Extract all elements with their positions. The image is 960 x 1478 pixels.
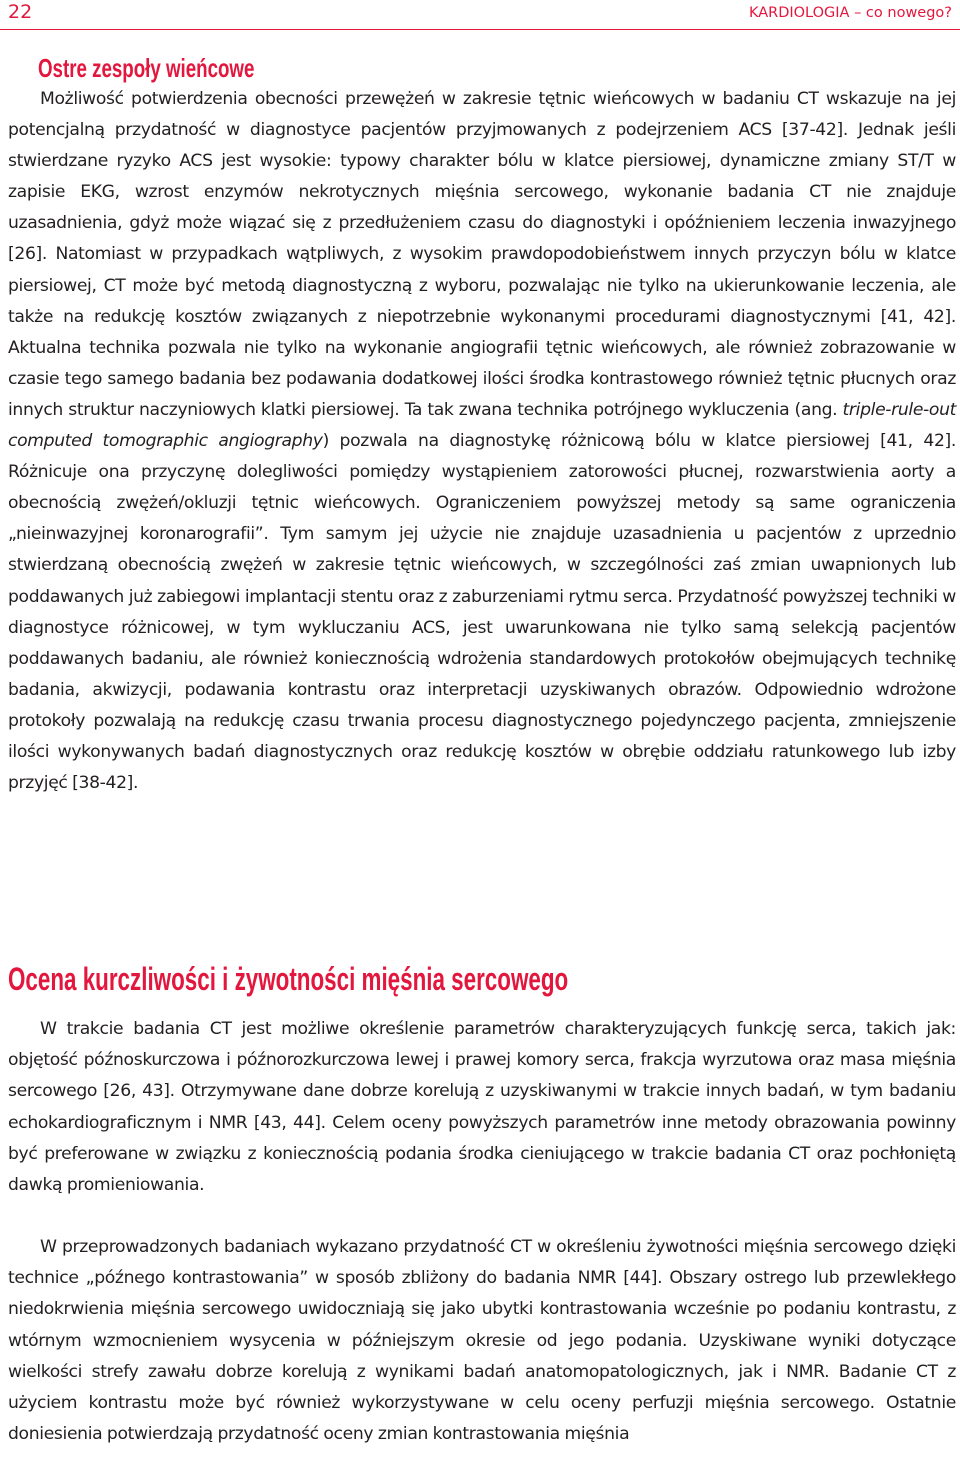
page-header xyxy=(0,0,960,30)
italic-term: triple-rule-out computed tomographic angiography xyxy=(8,399,956,452)
paragraph-text: Możliwość potwierdzenia obecności przewężeń w zakresie tętnic wieńcowych w badaniu CT wskazuje na jej potencjalną przydatność w diagnostyce pacjentów przyjmowanych z podejrzeniem ACS [37-42]. Jednak jeśli stwierdzane ryzyko ACS jest wysokie: typowy charakter bólu w klatce piersiowej, dynamiczne zmiany ST/T w zapisie EKG, wzrost enzymów nekrotycznych mięśnia sercowego, wykonanie badania CT nie znajduje uzasadnienia, gdyż może wiązać się z przedłużeniem czasu do diagnostyki i opóźnieniem leczenia inwazyjnego [26]. Natomiast w przypadkach wątpliwych, z wysokim prawdopodobieństwem innych przyczyn bólu w klatce piersiowej, CT może być metodą diagnostyczną z wyboru, pozwalając nie tylko na ukierunkowanie leczenia, ale także na redukcję kosztów związanych z niepotrzebnie wykonanymi procedurami diagnostycznymi [41, 42]. Aktualna technika pozwala nie tylko na wykonanie angiografii tętnic wieńcowych, ale również zobrazowanie w czasie tego samego badania bez podawania dodatkowej ilości środka kontrastowego również tętnic płucnych oraz innych struktur naczyniowych klatki piersiowej. Ta tak zwana technika potrójnego wykluczenia (ang. xyxy=(8,89,956,420)
page-number: 22 xyxy=(8,1,33,23)
body-paragraph-viability: W przeprowadzonych badaniach wykazano przydatność CT w określeniu żywotności mięśnia sercowego dzięki technice „późnego kontrastowania” w sposób zbliżony do badania NMR [44]. Obszary ostrego lub przewlekłego niedokrwienia mięśnia sercowego uwidoczniają się jako ubytki kontrastowania wcześnie po podaniu kontrastu, z wtórnym wzmocnieniem wysycenia w późniejszym okresie od jego podania. Uzyskiwane wyniki dotyczące wielkości strefy zawału dobrze korelują z wynikami badań anatomopatologicznych, jak i NMR. Badanie CT z użyciem kontrastu może być również wykorzystywane w celu oceny perfuzji mięśnia sercowego. Ostatnie doniesienia potwierdzają przydatność oceny zmian kontrastowania mięśnia xyxy=(8,1237,956,1445)
paragraph-text: ) pozwala na diagnostykę różnicową bólu w klatce piersiowej [41, 42]. Różnicuje ona przyczynę dolegliwości pomiędzy wystąpieniem zatorowości płucnej, rozwarstwienia aorty a obecnością zwężeń/okluzji tętnic wieńcowych. Ograniczeniem powyższej metody są same ograniczenia „nieinwazyjnej koronarografii”. Tym samym jej użycie nie znajduje uzasadnienia u pacjentów z uprzednio stwierdzaną obecnością zwężeń w zakresie tętnic wieńcowych, w szczególności zaś zmian uwapnionych lub poddawanych już zabiegowi implantacji stentu oraz z zaburzeniami rytmu serca. Przydatność powyższej techniki w diagnostyce różnicowej, w tym wykluczaniu ACS, jest uwarunkowana nie tylko samą selekcją pacjentów poddawanych badaniu, ale również koniecznością wdrożenia standardowych protokołów obejmujących technikę badania, akwizycji, podawania kontrastu oraz interpretacji uzyskiwanych obrazów. Odpowiednio wdrożone protokoły pozwalają na redukcję czasu trwania procesu diagnostycznego pojedynczego pacjenta, zmniejszenie ilości wykonywanych badań diagnostycznych oraz redukcję kosztów w obrębie oddziału ratunkowego lub izby przyjęć [38-42]. xyxy=(8,431,956,794)
body-paragraph-acs xyxy=(8,84,956,799)
section-heading-acs: Ostre zespoły wieńcowe xyxy=(38,53,255,83)
header-divider xyxy=(0,29,960,30)
body-paragraph-function: W trakcie badania CT jest możliwe określenie parametrów charakteryzujących funkcję serca, takich jak: objętość późnoskurczowa i późnorozkurczowa lewej i prawej komory serca, frakcja wyrzutowa oraz masa mięśnia sercowego [26, 43]. Otrzymywane dane dobrze korelują z uzyskiwanymi w trakcie innych badań, w tym badaniu echokardiograficznym i NMR [43, 44]. Celem oceny powyższych parametrów inne metody obrazowania powinny być preferowane w związku z koniecznością podania środka cieniującego w trakcie badania CT oraz pochłoniętą dawką promieniowania. xyxy=(8,1019,956,1196)
section-heading-contractility: Ocena kurczliwości i żywotności mięśnia sercowego xyxy=(8,961,569,997)
running-title: KARDIOLOGIA – co nowego? xyxy=(748,5,952,21)
